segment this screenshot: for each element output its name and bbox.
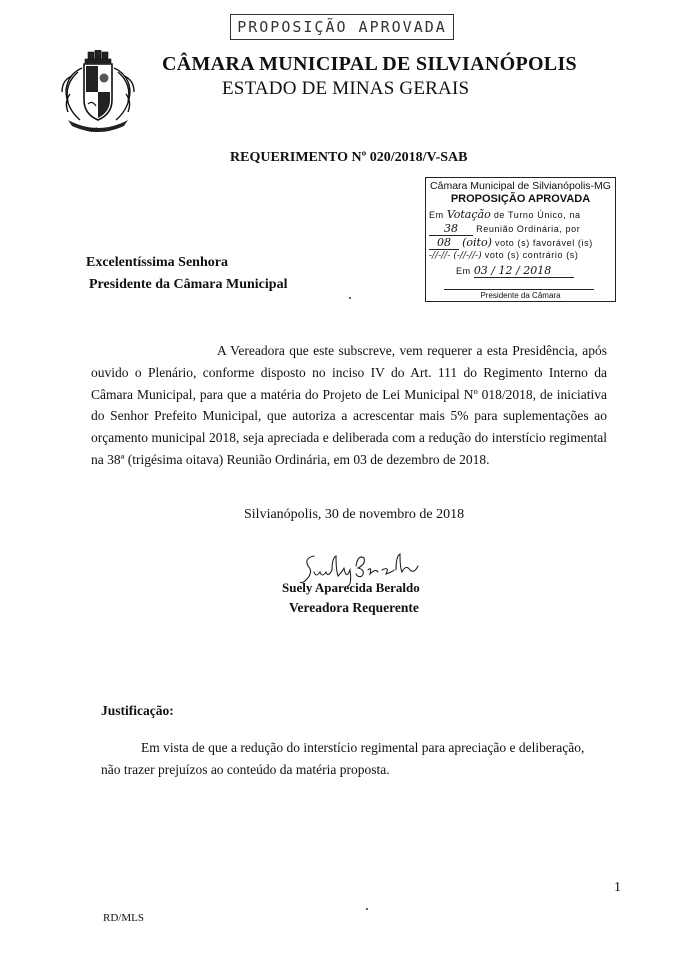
salutation: Excelentíssima Senhora (86, 255, 228, 270)
handwritten-meeting-number: 38 (429, 222, 473, 236)
handwritten-favorable-words: (oito) (462, 236, 492, 249)
handwritten-contrary-count: -//-//- (429, 251, 451, 261)
crest-label: MG (89, 128, 99, 134)
approval-box (425, 177, 616, 302)
approval-box-meeting-line: 38 Reunião Ordinária, por (429, 222, 580, 236)
president-label: Presidente da Câmara (480, 291, 561, 300)
approved-proposition-stamp: PROPOSIÇÃO APROVADA (230, 14, 454, 40)
place-and-date: Silvianópolis, 30 de novembro de 2018 (244, 507, 465, 522)
justification-body (101, 737, 606, 780)
approval-box-contrary-line: -//-//- (-//-//-) voto (s) contrário (s) (429, 250, 579, 261)
signer-name: Suely Aparecida Beraldo (282, 580, 420, 595)
approval-box-favorable-line: 08 (oito) voto (s) favorável (is) (429, 236, 593, 250)
president-signature-line (444, 289, 594, 290)
approval-box-date-line: Em 03 / 12 / 2018 (456, 264, 574, 278)
request-body (91, 340, 607, 471)
addressee-title: Presidente da Câmara Municipal (89, 277, 288, 292)
handwritten-contrary-words: (-//-//-) (453, 251, 482, 261)
approval-box-chamber: Câmara Municipal de Silvianópolis-MG (430, 180, 611, 192)
approval-box-vote-line: Em Votação de Turno Único, na (429, 208, 581, 221)
justification-text: Em vista de que a redução do interstício regimental para apreciação e deliberação, não trazer prejuízos ao conteúdo da matéria proposta. (101, 740, 585, 777)
request-body-text: A Vereadora que este subscreve, vem requerer a esta Presidência, após ouvido o Plenário, conforme disposto no inciso IV do Art. 111 do Regimento Interno da Câmara Municipal, para que a matéria do Projeto de Lei Municipal Nº 018/2018, de iniciativa do Senhor Prefeito Municipal, que autoriza a acrescentar mais 5% para suplementações ao orçamento municipal 2018, seja apreciada e deliberada com a redução do interstício regimental na 38ª (trigésima oitava) Reunião Ordinária, em 03 de dezembro de 2018. (91, 343, 607, 467)
municipal-coat-of-arms (58, 50, 138, 136)
speck (366, 908, 368, 910)
signer-role: Vereadora Requerente (289, 600, 419, 615)
chamber-name: CÂMARA MUNICIPAL DE SILVIANÓPOLIS (162, 53, 577, 75)
handwritten-approval-date: 03 / 12 / 2018 (474, 264, 574, 278)
speck (349, 297, 351, 299)
justification-heading: Justificação: (101, 703, 174, 718)
state-name: ESTADO DE MINAS GERAIS (222, 78, 470, 99)
footer-initials: RD/MLS (103, 912, 144, 924)
page-number: 1 (614, 880, 621, 895)
approval-box-heading: PROPOSIÇÃO APROVADA (450, 193, 591, 205)
handwritten-favorable-count: 08 (429, 236, 459, 250)
document-title: REQUERIMENTO Nº 020/2018/V-SAB (230, 150, 468, 165)
handwritten-vote-type: Votação (446, 208, 491, 221)
